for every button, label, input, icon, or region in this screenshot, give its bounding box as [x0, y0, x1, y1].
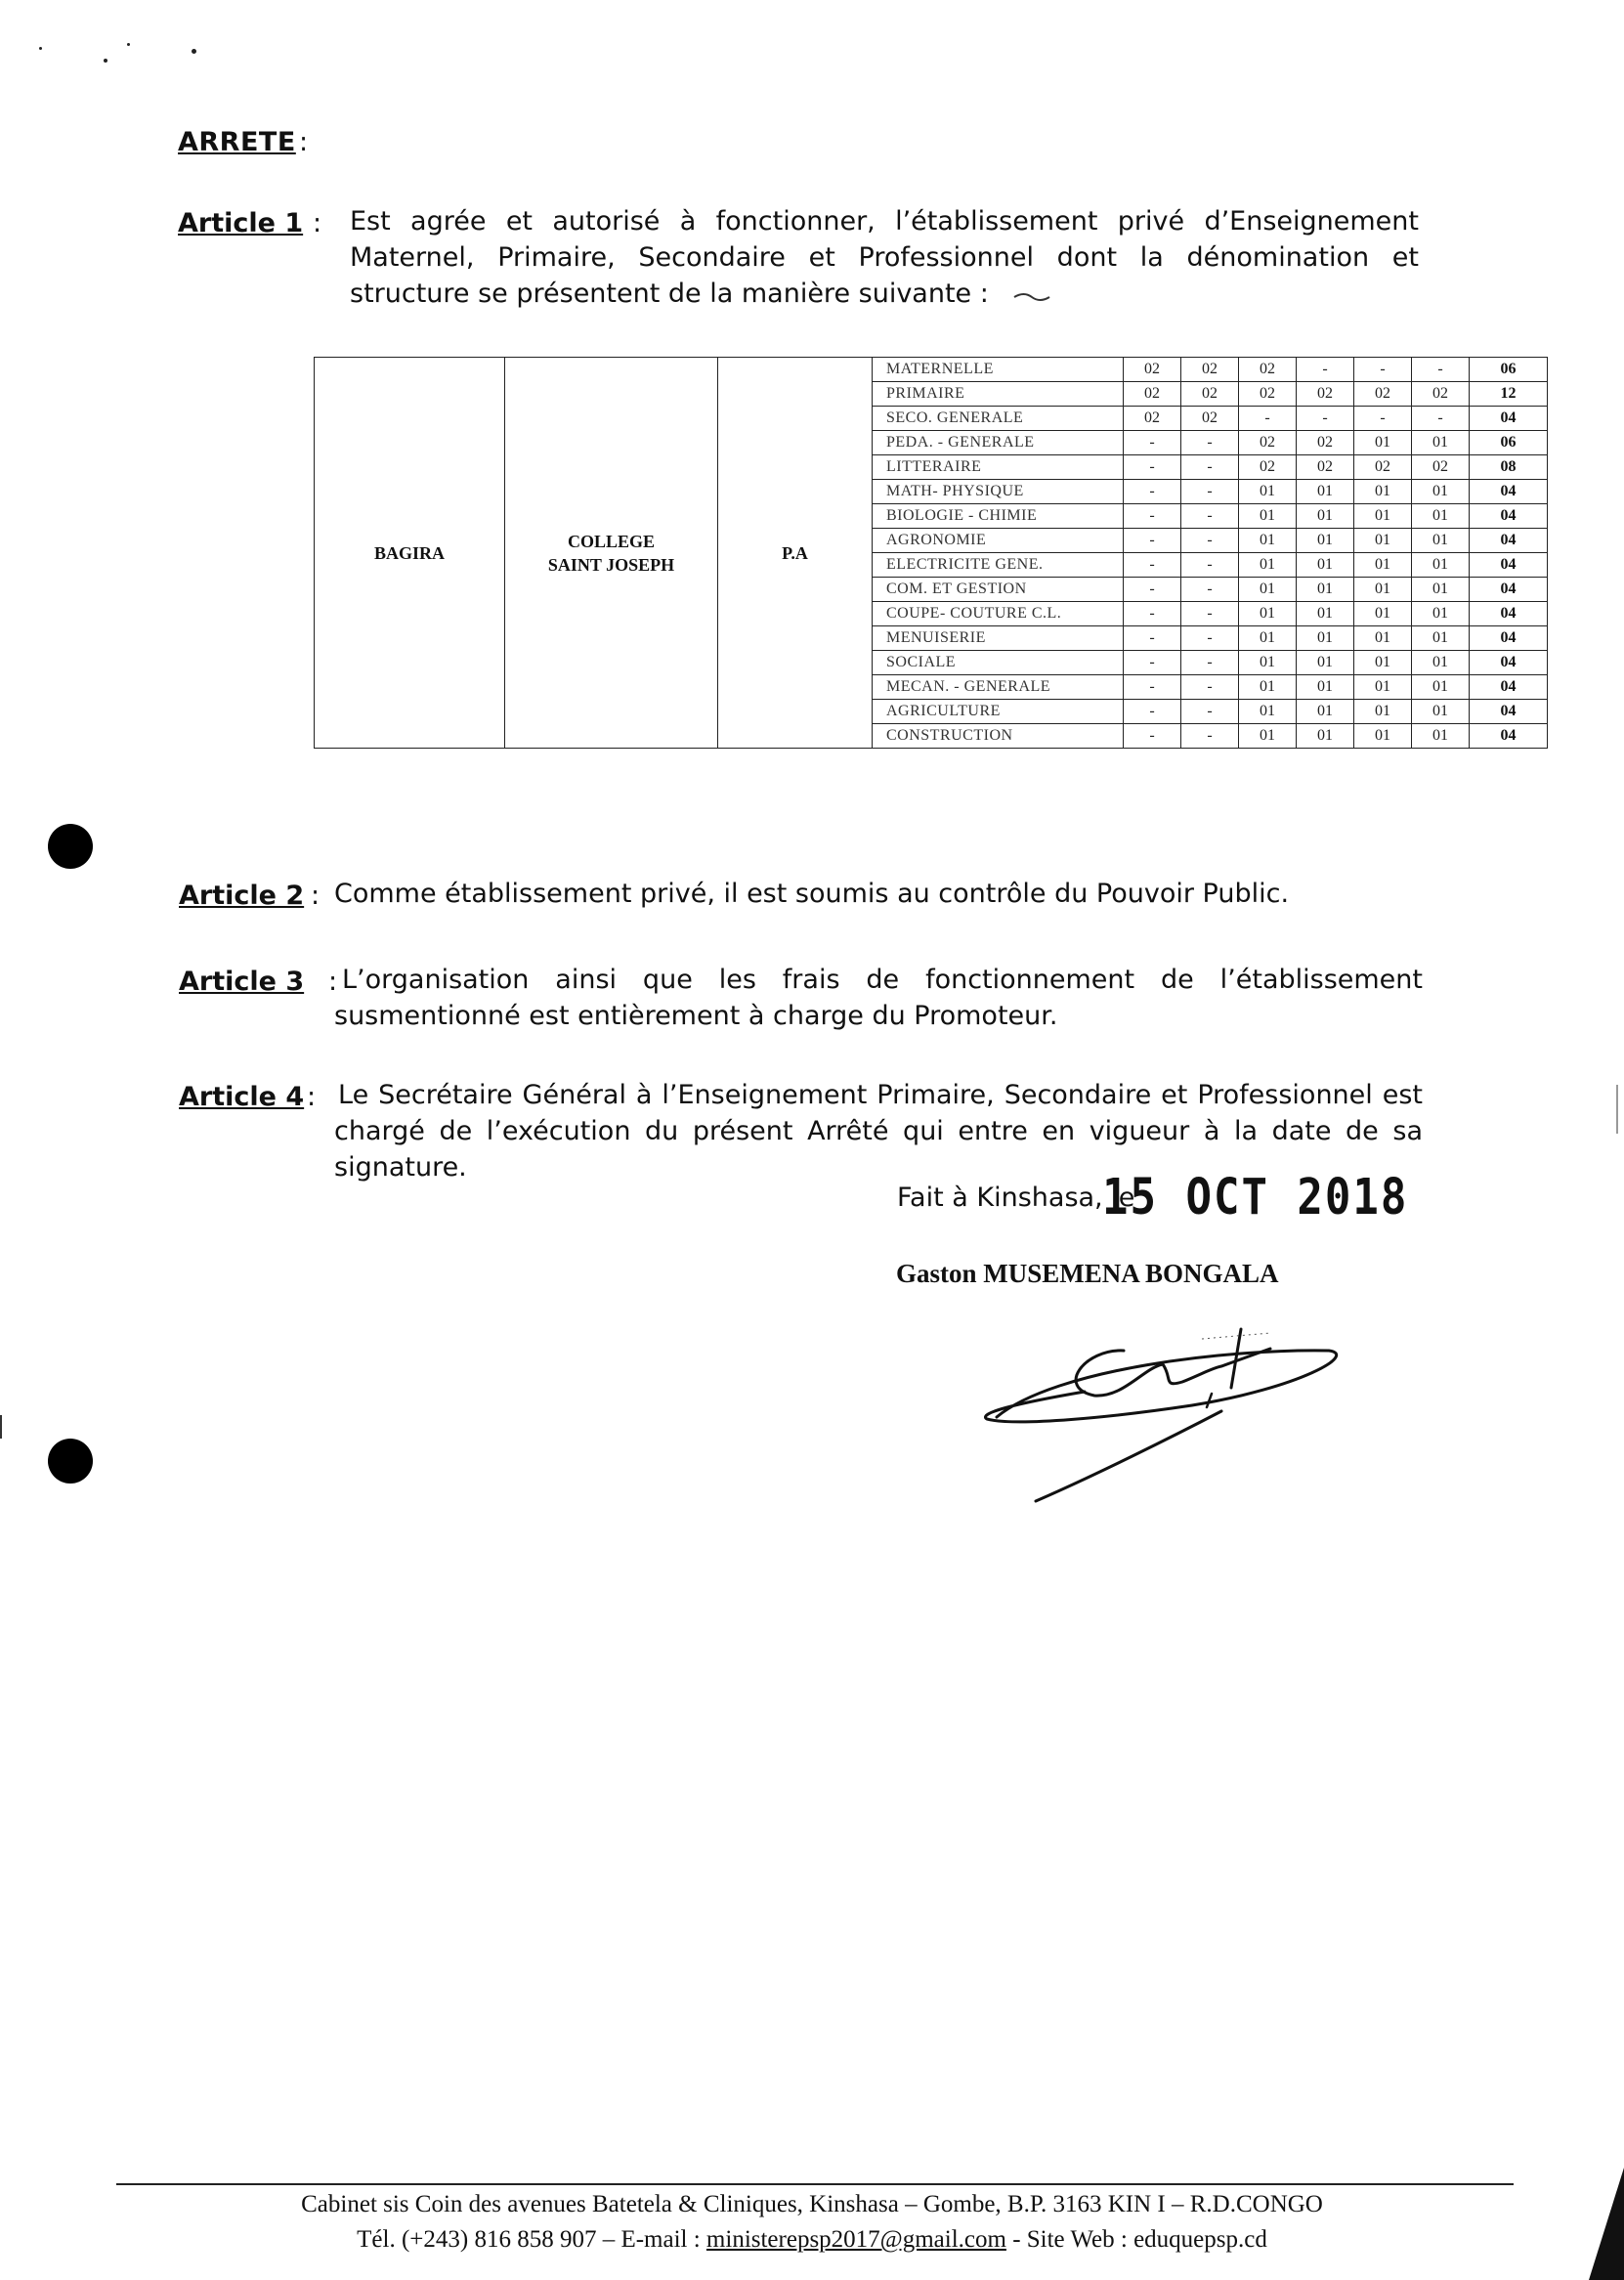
- class-count-cell: 01: [1297, 700, 1354, 724]
- class-count-cell: 01: [1412, 724, 1470, 749]
- article-4-label: Article 4: [179, 1082, 305, 1112]
- scan-speck: [127, 43, 130, 46]
- article-3-separator: :: [328, 967, 338, 997]
- class-count-cell: 02: [1124, 407, 1181, 431]
- article-1-label: Article 1: [178, 208, 304, 238]
- class-count-cell: 02: [1124, 382, 1181, 407]
- class-count-cell: -: [1181, 578, 1239, 602]
- class-count-cell: -: [1297, 407, 1354, 431]
- class-count-cell: 01: [1297, 529, 1354, 553]
- class-count-cell: -: [1124, 602, 1181, 626]
- class-count-cell: -: [1181, 431, 1239, 455]
- class-count-cell: 01: [1239, 724, 1297, 749]
- class-count-cell: -: [1354, 358, 1412, 382]
- school-name-line-1: COLLEGE: [567, 531, 656, 551]
- class-count-cell: 01: [1412, 504, 1470, 529]
- class-count-cell: 01: [1297, 553, 1354, 578]
- class-count-cell: -: [1124, 651, 1181, 675]
- total-cell: 04: [1470, 700, 1548, 724]
- article-2-separator: :: [311, 881, 321, 911]
- class-count-cell: 02: [1297, 455, 1354, 480]
- class-count-cell: 01: [1297, 724, 1354, 749]
- margin-tick: [0, 1415, 2, 1439]
- option-name-cell: BIOLOGIE - CHIMIE: [873, 504, 1124, 529]
- class-count-cell: 01: [1239, 504, 1297, 529]
- class-count-cell: 01: [1239, 626, 1297, 651]
- scan-edge-mark: [1616, 1085, 1618, 1134]
- article-4-text: Le Secrétaire Général à l’Enseignement Primaire, Secondaire et Professionnel est chargé de l’exécution du présent Arrêté qui entre en vigueur à la date de sa signature.: [334, 1080, 1423, 1183]
- class-count-cell: 02: [1412, 455, 1470, 480]
- binder-hole: [48, 824, 93, 869]
- table-row: [315, 358, 1548, 382]
- class-count-cell: 01: [1297, 578, 1354, 602]
- class-count-cell: 02: [1297, 382, 1354, 407]
- footer-divider: [116, 2183, 1514, 2185]
- article-1-separator: :: [313, 208, 322, 238]
- option-name-cell: AGRICULTURE: [873, 700, 1124, 724]
- option-name-cell: AGRONOMIE: [873, 529, 1124, 553]
- class-count-cell: 02: [1181, 407, 1239, 431]
- class-count-cell: 01: [1297, 602, 1354, 626]
- class-count-cell: 01: [1412, 480, 1470, 504]
- class-count-cell: -: [1124, 431, 1181, 455]
- total-cell: 04: [1470, 651, 1548, 675]
- class-count-cell: -: [1181, 553, 1239, 578]
- class-count-cell: 01: [1412, 675, 1470, 700]
- footer-website: - Site Web : eduquepsp.cd: [1012, 2226, 1267, 2253]
- total-cell: 04: [1470, 407, 1548, 431]
- class-count-cell: 01: [1354, 431, 1412, 455]
- class-count-cell: 01: [1354, 651, 1412, 675]
- class-count-cell: 01: [1354, 480, 1412, 504]
- option-name-cell: MENUISERIE: [873, 626, 1124, 651]
- arrete-heading: ARRETE: [178, 127, 296, 157]
- class-count-cell: 01: [1412, 700, 1470, 724]
- article-1-text: Est agrée et autorisé à fonctionner, l’établissement privé d’Enseignement Maternel, Primaire, Secondaire et Professionnel dont la dénomination et structure se présentent de la manière suivante :: [350, 206, 1419, 309]
- class-count-cell: 01: [1412, 431, 1470, 455]
- class-count-cell: 01: [1297, 504, 1354, 529]
- class-count-cell: 02: [1239, 431, 1297, 455]
- class-count-cell: 01: [1239, 602, 1297, 626]
- class-count-cell: 02: [1239, 382, 1297, 407]
- class-count-cell: -: [1181, 626, 1239, 651]
- total-cell: 04: [1470, 480, 1548, 504]
- date-stamp: 15 OCT 2018: [1102, 1169, 1409, 1226]
- option-name-cell: PEDA. - GENERALE: [873, 431, 1124, 455]
- class-count-cell: 01: [1354, 553, 1412, 578]
- class-count-cell: 01: [1354, 724, 1412, 749]
- class-count-cell: 01: [1297, 626, 1354, 651]
- class-count-cell: -: [1124, 675, 1181, 700]
- class-count-cell: 01: [1239, 529, 1297, 553]
- scan-speck: [104, 59, 107, 63]
- article-2-text: Comme établissement privé, il est soumis au contrôle du Pouvoir Public.: [334, 879, 1290, 909]
- option-name-cell: MATERNELLE: [873, 358, 1124, 382]
- total-cell: 04: [1470, 553, 1548, 578]
- option-name-cell: LITTERAIRE: [873, 455, 1124, 480]
- class-count-cell: -: [1181, 651, 1239, 675]
- class-count-cell: 01: [1412, 651, 1470, 675]
- total-cell: 04: [1470, 529, 1548, 553]
- class-count-cell: -: [1354, 407, 1412, 431]
- class-count-cell: -: [1124, 529, 1181, 553]
- class-count-cell: 01: [1297, 651, 1354, 675]
- class-count-cell: -: [1297, 358, 1354, 382]
- article-2-label: Article 2: [179, 881, 305, 911]
- class-count-cell: -: [1181, 602, 1239, 626]
- class-count-cell: -: [1124, 626, 1181, 651]
- footer-email-link[interactable]: ministerepsp2017@gmail.com: [705, 2226, 1006, 2253]
- class-count-cell: 02: [1354, 455, 1412, 480]
- class-count-cell: 02: [1181, 358, 1239, 382]
- class-count-cell: -: [1181, 504, 1239, 529]
- option-name-cell: ELECTRICITE GENE.: [873, 553, 1124, 578]
- class-count-cell: 01: [1354, 675, 1412, 700]
- option-name-cell: SOCIALE: [873, 651, 1124, 675]
- option-name-cell: MECAN. - GENERALE: [873, 675, 1124, 700]
- class-count-cell: 01: [1239, 480, 1297, 504]
- option-name-cell: CONSTRUCTION: [873, 724, 1124, 749]
- footer-phone: Tél. (+243) 816 858 907 – E-mail :: [357, 2226, 701, 2253]
- school-name-cell: [505, 358, 718, 749]
- scan-speck: [192, 49, 196, 54]
- total-cell: 04: [1470, 504, 1548, 529]
- class-count-cell: 01: [1412, 578, 1470, 602]
- total-cell: 06: [1470, 431, 1548, 455]
- class-count-cell: 02: [1297, 431, 1354, 455]
- scan-corner-shadow: [1589, 2168, 1624, 2280]
- total-cell: 04: [1470, 578, 1548, 602]
- class-count-cell: 01: [1354, 626, 1412, 651]
- option-name-cell: MATH- PHYSIQUE: [873, 480, 1124, 504]
- class-count-cell: -: [1412, 407, 1470, 431]
- class-count-cell: 02: [1239, 358, 1297, 382]
- class-count-cell: -: [1181, 700, 1239, 724]
- class-count-cell: -: [1181, 529, 1239, 553]
- article-3-label: Article 3: [179, 967, 305, 997]
- class-count-cell: 01: [1412, 602, 1470, 626]
- total-cell: 04: [1470, 675, 1548, 700]
- class-count-cell: 01: [1412, 529, 1470, 553]
- class-count-cell: 02: [1239, 455, 1297, 480]
- class-count-cell: 01: [1239, 651, 1297, 675]
- class-count-cell: -: [1181, 724, 1239, 749]
- class-count-cell: 01: [1239, 675, 1297, 700]
- class-count-cell: 01: [1412, 553, 1470, 578]
- total-cell: 04: [1470, 626, 1548, 651]
- signatory-name: Gaston MUSEMENA BONGALA: [896, 1259, 1279, 1288]
- class-count-cell: -: [1124, 455, 1181, 480]
- class-count-cell: 02: [1354, 382, 1412, 407]
- class-count-cell: 01: [1297, 675, 1354, 700]
- total-cell: 12: [1470, 382, 1548, 407]
- class-count-cell: -: [1124, 480, 1181, 504]
- class-count-cell: 01: [1354, 700, 1412, 724]
- class-count-cell: 01: [1412, 626, 1470, 651]
- class-count-cell: -: [1124, 504, 1181, 529]
- total-cell: 04: [1470, 602, 1548, 626]
- scan-speck: [39, 47, 42, 50]
- footer-contact: [0, 2226, 1624, 2254]
- footer-address: Cabinet sis Coin des avenues Batetela & Cliniques, Kinshasa – Gombe, B.P. 3163 KIN I – R.D.CONGO: [301, 2191, 1323, 2217]
- total-cell: 04: [1470, 724, 1548, 749]
- article-3-text: L’organisation ainsi que les frais de fonctionnement de l’établissement susmentionné est entièrement à charge du Promoteur.: [334, 965, 1423, 1031]
- arrete-colon: :: [299, 127, 309, 157]
- class-count-cell: -: [1181, 675, 1239, 700]
- total-cell: 08: [1470, 455, 1548, 480]
- class-count-cell: 01: [1354, 529, 1412, 553]
- school-structure-table: [314, 357, 1548, 749]
- class-count-cell: 01: [1354, 504, 1412, 529]
- class-count-cell: 02: [1181, 382, 1239, 407]
- option-name-cell: SECO. GENERALE: [873, 407, 1124, 431]
- class-count-cell: 02: [1124, 358, 1181, 382]
- option-name-cell: PRIMAIRE: [873, 382, 1124, 407]
- class-count-cell: -: [1239, 407, 1297, 431]
- class-count-cell: 01: [1239, 578, 1297, 602]
- class-count-cell: -: [1412, 358, 1470, 382]
- article-4-separator: :: [307, 1082, 317, 1112]
- locality-cell: BAGIRA: [315, 358, 505, 749]
- scribble-mark: [1012, 289, 1051, 303]
- class-count-cell: 02: [1412, 382, 1470, 407]
- class-count-cell: 01: [1239, 700, 1297, 724]
- school-name-line-2: SAINT JOSEPH: [547, 554, 675, 575]
- binder-hole: [48, 1439, 93, 1484]
- class-count-cell: -: [1181, 455, 1239, 480]
- class-count-cell: -: [1124, 578, 1181, 602]
- class-count-cell: -: [1124, 553, 1181, 578]
- class-count-cell: 01: [1354, 578, 1412, 602]
- class-count-cell: -: [1124, 724, 1181, 749]
- class-count-cell: 01: [1239, 553, 1297, 578]
- option-name-cell: COUPE- COUTURE C.L.: [873, 602, 1124, 626]
- total-cell: 06: [1470, 358, 1548, 382]
- class-count-cell: 01: [1297, 480, 1354, 504]
- place-and-date-label: Fait à Kinshasa, le: [897, 1183, 1135, 1213]
- signature: [977, 1310, 1358, 1505]
- regime-cell: P.A: [718, 358, 873, 749]
- class-count-cell: -: [1181, 480, 1239, 504]
- option-name-cell: COM. ET GESTION: [873, 578, 1124, 602]
- class-count-cell: 01: [1354, 602, 1412, 626]
- class-count-cell: -: [1124, 700, 1181, 724]
